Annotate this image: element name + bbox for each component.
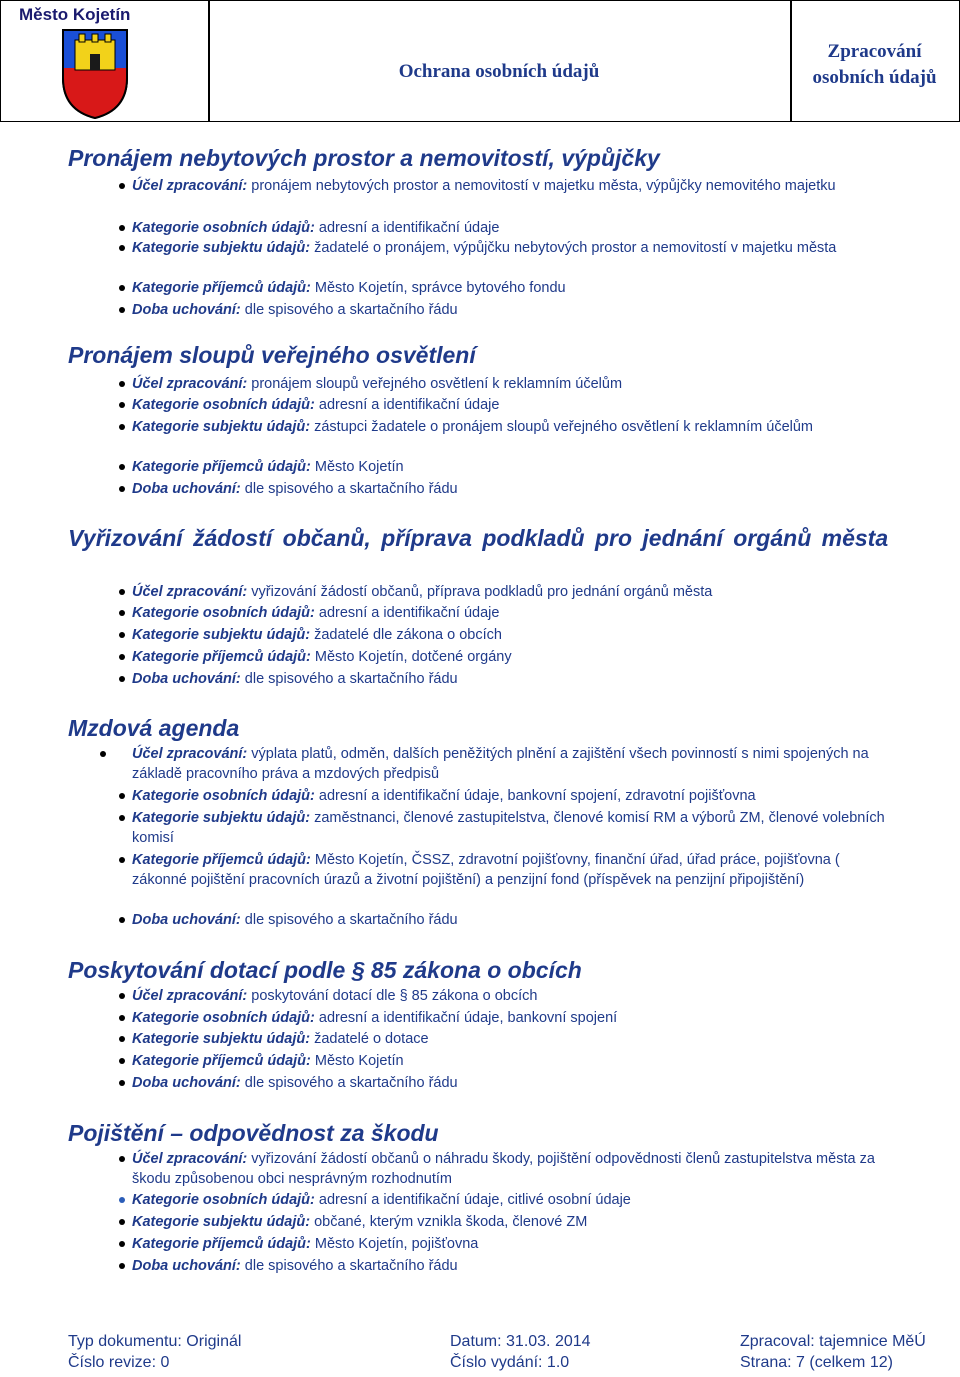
item-value: adresní a identifikační údaje <box>314 605 500 621</box>
bullet-icon <box>119 917 125 923</box>
header-category-line2: osobních údajů <box>812 67 937 88</box>
bullet-icon <box>119 1058 125 1064</box>
item-label: Kategorie příjemců údajů: <box>132 1053 311 1069</box>
footer-row <box>68 1331 948 1352</box>
item-label: Kategorie osobních údajů: <box>132 220 315 236</box>
item-value: výplata platů, odměn, dalších peněžitých plnění a zajištění všech povinností s nimi spojených na základě pracovního práva a mzdových předpisů <box>132 746 869 782</box>
list-item <box>132 395 890 415</box>
page-number: Strana: 7 (celkem 12) <box>740 1354 893 1371</box>
item-value: žadatelé dle zákona o obcích <box>310 627 502 643</box>
list-item <box>132 786 890 806</box>
list-item <box>132 1051 890 1071</box>
footer-row <box>68 1352 948 1373</box>
item-value: dle spisového a skartačního řádu <box>240 912 458 928</box>
list-item <box>132 808 890 848</box>
bullet-icon <box>119 1156 125 1162</box>
item-label: Doba uchování: <box>132 912 241 928</box>
bullet-icon <box>119 1080 125 1086</box>
item-label: Kategorie subjektu údajů: <box>132 1214 311 1230</box>
item-label: Kategorie osobních údajů: <box>132 1010 315 1026</box>
list-item <box>132 417 890 437</box>
bullet-icon <box>119 589 125 595</box>
list-item <box>132 479 890 499</box>
bullet-icon <box>119 1197 125 1203</box>
item-label: Účel zpracování: <box>132 1151 248 1167</box>
bullet-icon <box>119 307 125 313</box>
item-value: žadatelé o dotace <box>310 1031 429 1047</box>
item-label: Účel zpracování: <box>132 746 248 762</box>
header-title: Ochrana osobních údajů <box>398 61 600 82</box>
list-item <box>132 1029 890 1049</box>
list-item <box>132 1073 890 1093</box>
list-item <box>132 625 890 645</box>
list-item <box>132 457 890 477</box>
bullet-icon <box>119 993 125 999</box>
page-footer <box>68 1331 948 1373</box>
city-name: Město Kojetín <box>19 5 131 24</box>
item-value: Město Kojetín <box>310 459 404 475</box>
item-label: Účel zpracování: <box>132 584 248 600</box>
item-value: adresní a identifikační údaje <box>314 220 500 236</box>
bullet-icon <box>119 402 125 408</box>
bullet-icon <box>119 381 125 387</box>
item-value: dle spisového a skartačního řádu <box>240 302 458 318</box>
bullet-icon <box>100 751 106 757</box>
bullet-icon <box>119 424 125 430</box>
item-label: Doba uchování: <box>132 302 241 318</box>
list-item <box>132 1149 890 1189</box>
item-value: Město Kojetín, pojišťovna <box>310 1236 479 1252</box>
bullet-icon <box>119 857 125 863</box>
item-label: Kategorie subjektu údajů: <box>132 419 311 435</box>
item-value: Město Kojetín, ČSSZ, zdravotní pojišťovny, finanční úřad, úřad práce, pojišťovna ( zákonné pojištění pracovních úrazů a životní pojištění) a penzijní fond (příspěvek na penzijní připojištění) <box>132 852 840 888</box>
item-value: dle spisového a skartačního řádu <box>240 1075 458 1091</box>
section-title: Pronájem nebytových prostor a nemovitostí, výpůjčky <box>68 145 660 171</box>
item-label: Kategorie příjemců údajů: <box>132 649 311 665</box>
issue-number: Číslo vydání: 1.0 <box>450 1354 570 1371</box>
item-label: Účel zpracování: <box>132 178 248 194</box>
item-value: adresní a identifikační údaje, citlivé osobní údaje <box>314 1192 631 1208</box>
item-label: Kategorie osobních údajů: <box>132 397 315 413</box>
item-value: dle spisového a skartačního řádu <box>240 481 458 497</box>
bullet-icon <box>119 1263 125 1269</box>
item-value: zaměstnanci, členové zastupitelstva, členové komisí RM a výborů ZM, členové volebních komisí <box>132 810 885 846</box>
list-item <box>132 1008 890 1028</box>
bullet-icon <box>119 815 125 821</box>
bullet-icon <box>119 285 125 291</box>
list-item <box>132 986 890 1006</box>
list-item <box>132 1190 890 1210</box>
section-title: Pojištění – odpovědnost za škodu <box>68 1120 439 1146</box>
item-label: Kategorie subjektu údajů: <box>132 240 311 256</box>
item-value: dle spisového a skartačního řádu <box>240 1258 458 1274</box>
list-item <box>132 238 890 258</box>
item-value: adresní a identifikační údaje, bankovní spojení, zdravotní pojišťovna <box>314 788 756 804</box>
header-title-cell <box>208 0 792 122</box>
item-value: poskytování dotací dle § 85 zákona o obcích <box>247 988 538 1004</box>
list-item <box>132 278 890 298</box>
revision-number: Číslo revize: 0 <box>68 1354 170 1371</box>
doc-type: Typ dokumentu: Originál <box>68 1333 242 1350</box>
list-item <box>132 910 890 930</box>
item-value: adresní a identifikační údaje <box>314 397 500 413</box>
item-value: pronájem sloupů veřejného osvětlení k reklamním účelům <box>247 376 623 392</box>
list-item <box>132 1212 890 1232</box>
city-crest-icon <box>61 28 129 120</box>
section-title: Mzdová agenda <box>68 715 240 741</box>
list-item <box>132 300 890 320</box>
item-label: Kategorie osobních údajů: <box>132 1192 315 1208</box>
bullet-icon <box>119 632 125 638</box>
item-label: Doba uchování: <box>132 481 241 497</box>
bullet-icon <box>119 610 125 616</box>
item-label: Kategorie příjemců údajů: <box>132 1236 311 1252</box>
item-label: Kategorie příjemců údajů: <box>132 852 311 868</box>
list-item <box>132 176 890 196</box>
section-title: Poskytování dotací podle § 85 zákona o obcích <box>68 957 582 983</box>
list-item <box>132 1234 890 1254</box>
list-item <box>132 582 890 602</box>
list-item <box>132 669 890 689</box>
item-label: Účel zpracování: <box>132 988 248 1004</box>
list-item <box>132 744 890 784</box>
header-category-line1: Zpracování <box>827 41 922 62</box>
item-value: Město Kojetín <box>310 1053 404 1069</box>
bullet-icon <box>119 1015 125 1021</box>
item-label: Kategorie příjemců údajů: <box>132 459 311 475</box>
item-label: Účel zpracování: <box>132 376 248 392</box>
page-header <box>0 0 960 122</box>
item-label: Doba uchování: <box>132 1075 241 1091</box>
header-category <box>790 39 959 91</box>
item-label: Kategorie subjektu údajů: <box>132 627 311 643</box>
item-label: Doba uchování: <box>132 671 241 687</box>
bullet-icon <box>119 1241 125 1247</box>
bullet-icon <box>119 464 125 470</box>
list-item <box>132 850 890 890</box>
item-value: vyřizování žádostí občanů o náhradu škody, pojištění odpovědnosti členů zastupitelstva města za škodu způsobenou obci nesprávným rozhodnutím <box>132 1151 875 1187</box>
bullet-icon <box>119 245 125 251</box>
doc-author: Zpracoval: tajemnice MěÚ <box>740 1333 926 1350</box>
bullet-icon <box>119 793 125 799</box>
item-label: Kategorie subjektu údajů: <box>132 1031 311 1047</box>
bullet-icon <box>119 486 125 492</box>
bullet-icon <box>119 1219 125 1225</box>
item-label: Kategorie osobních údajů: <box>132 605 315 621</box>
header-category-cell <box>790 0 960 122</box>
logo-cell <box>0 0 210 122</box>
doc-date: Datum: 31.03. 2014 <box>450 1333 591 1350</box>
item-value: pronájem nebytových prostor a nemovitostí v majetku města, výpůjčky nemovitého majetku <box>247 178 836 194</box>
bullet-icon <box>119 225 125 231</box>
item-label: Doba uchování: <box>132 1258 241 1274</box>
item-value: Město Kojetín, dotčené orgány <box>310 649 512 665</box>
bullet-icon <box>119 676 125 682</box>
item-value: vyřizování žádostí občanů, příprava podkladů pro jednání orgánů města <box>247 584 713 600</box>
bullet-icon <box>119 183 125 189</box>
list-item <box>132 374 890 394</box>
list-item <box>132 1256 890 1276</box>
item-label: Kategorie příjemců údajů: <box>132 280 311 296</box>
item-value: adresní a identifikační údaje, bankovní spojení <box>314 1010 618 1026</box>
bullet-icon <box>119 654 125 660</box>
item-label: Kategorie subjektu údajů: <box>132 810 311 826</box>
section-title: Pronájem sloupů veřejného osvětlení <box>68 342 476 368</box>
list-item <box>132 603 890 623</box>
section-title: Vyřizování žádostí občanů, příprava podkladů pro jednání orgánů města <box>68 525 889 551</box>
item-value: zástupci žadatele o pronájem sloupů veřejného osvětlení k reklamním účelům <box>310 419 813 435</box>
bullet-icon <box>119 1036 125 1042</box>
list-item <box>132 218 890 238</box>
item-value: žadatelé o pronájem, výpůjčku nebytových prostor a nemovitostí v majetku města <box>310 240 837 256</box>
item-value: dle spisového a skartačního řádu <box>240 671 458 687</box>
item-value: občané, kterým vznikla škoda, členové ZM <box>310 1214 588 1230</box>
list-item <box>132 647 890 667</box>
item-value: Město Kojetín, správce bytového fondu <box>310 280 566 296</box>
item-label: Kategorie osobních údajů: <box>132 788 315 804</box>
